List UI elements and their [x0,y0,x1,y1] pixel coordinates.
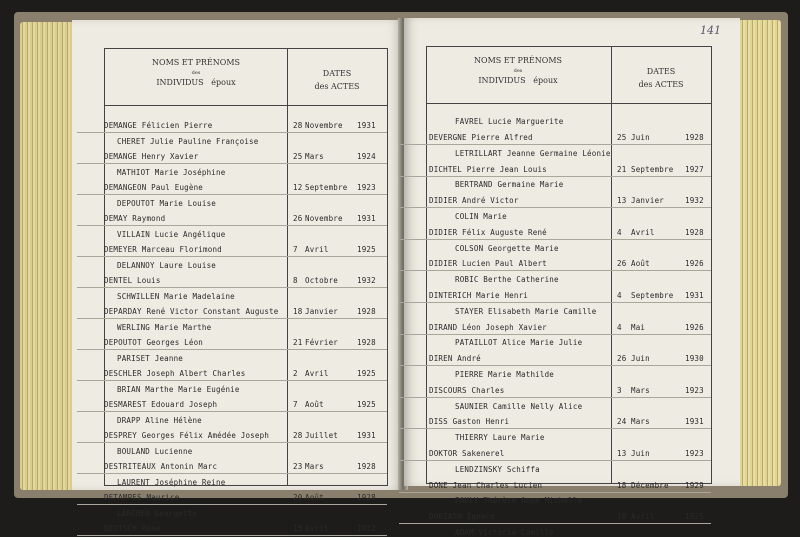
individual-name: DIDIER Lucien Paul Albert [429,259,547,269]
date-month: Juin [631,449,650,458]
date-day: 7 [293,400,298,409]
spouse-name: COLSON Georgette Marie [455,243,559,253]
date-day: 21 [293,338,303,347]
date-day: 4 [617,227,622,237]
individual-name: DEMAY Raymond [104,214,166,223]
spouse-name: CHERET Julie Pauline Françoise [117,136,259,146]
date-month: Janvier [305,307,339,316]
entry-rule [399,397,711,398]
individual-name: DISCOURS Charles [429,385,505,395]
date-month: Octobre [305,276,339,285]
individual-name: DESTRITEAUX Antonin Marc [104,462,218,471]
date-year: 1925 [357,400,376,409]
entry-rule [77,411,387,412]
entry-rule [77,473,387,474]
date-year: 1930 [685,354,704,364]
date-day: 12 [293,183,303,192]
date-day: 26 [617,259,627,269]
entry-rule [399,492,711,493]
date-month: Avril [631,227,655,237]
date-year: 1923 [685,385,704,395]
individual-name: DISS Gaston Henri [429,417,510,427]
date-day: 18 [617,480,627,490]
date-month: Août [631,259,650,269]
individual-name: DEMANGE Henry Xavier [104,152,199,161]
date-month: Mars [631,385,650,395]
page-edges-right [735,20,781,486]
date-day: 18 [293,307,303,316]
date-year: 1928 [685,227,704,237]
spouse-name: ROBIC Berthe Catherine [455,275,559,285]
spouse-name: SCHWILLEN Marie Madelaine [117,291,235,301]
spouse-name: BOULAND Lucienne [117,446,193,456]
spouse-name: DEPOUTOT Marie Louise [117,198,217,208]
spouse-name: SAUNIER Camille Nelly Alice [455,401,583,411]
date-year: 1925 [357,245,376,254]
entry-rule [77,194,387,195]
entry-rule [77,163,387,164]
spouse-name: PATAILLOT Alice Marie Julie [455,338,583,348]
dates-title: DATES [322,69,352,78]
spouse-name: LETRILLART Jeanne Germaine Léonie [455,148,611,158]
header-divider [105,105,387,106]
date-month: Août [305,400,324,409]
entry-rule [399,144,711,145]
date-year: 1926 [685,259,704,269]
spouse-name: LENDZINSKY Schiffa [455,464,540,474]
date-month: Août [305,493,324,502]
spouse-name: COLIN Marie [455,212,507,221]
entry-rule [77,256,387,257]
date-day: 28 [293,431,303,440]
date-month: Décembre [631,480,669,490]
date-month: Mars [631,417,650,427]
entry-rule [77,504,387,505]
spouse-name: DRAPP Aline Hélène [117,415,202,425]
date-month: Janvier [631,196,665,206]
individual-name: DICHTEL Pierre Jean Louis [429,164,547,174]
date-year: 1932 [685,196,704,206]
date-day: 23 [293,462,303,471]
date-day: 26 [293,214,303,223]
date-year: 1928 [357,307,376,316]
names-epoux: époux [533,76,558,85]
date-year: 1931 [357,431,376,440]
entry-rule [399,207,711,208]
date-year: 1929 [685,480,704,490]
date-year: 1928 [357,462,376,471]
date-year: 1928 [357,493,376,502]
date-year: 1931 [685,291,704,300]
entry-rule [399,270,711,271]
spouse-name: PIERRE Marie Mathilde [455,370,555,379]
spouse-name: PAULY Thérèse Anne Michelle [455,496,583,506]
date-day: 26 [617,354,627,364]
date-day: 4 [617,291,622,300]
spouse-name: LAURENT Joséphine Reine [117,477,226,487]
date-day: 2 [293,369,298,378]
dates-sub: des ACTES [638,80,684,89]
date-month: Avril [305,245,329,254]
names-individus: INDIVIDUS [478,76,526,85]
date-day: 13 [617,449,627,458]
spouse-name: FAVREL Lucie Marguerite [455,117,564,127]
spouse-name: DELANNOY Laure Louise [117,260,217,270]
entry-rule [77,132,387,133]
date-year: 1932 [357,524,376,533]
date-month: Novembre [305,214,343,223]
left-page [72,20,402,533]
entry-rule [77,535,387,536]
date-month: Juin [631,354,650,364]
page-edges-left [20,22,75,490]
individual-name: DESMAREST Edouard Joseph [104,400,218,409]
date-year: 1923 [357,183,376,192]
names-column-header [427,55,609,87]
date-month: Mai [631,322,646,332]
date-day: 25 [617,133,627,142]
date-year: 1926 [685,322,704,332]
date-day: 3 [617,385,622,395]
date-year: 1925 [357,369,376,378]
individual-name: DETAMPES Maurice [104,493,180,502]
entry-rule [399,302,711,303]
spouse-name: MATHIOT Marie Joséphine [117,167,226,177]
dates-sub: des ACTES [314,82,360,91]
date-year: 1931 [357,214,376,223]
date-year: 1924 [357,152,376,161]
entry-rule [77,318,387,319]
date-day: 15 [293,524,303,533]
entry-rule [399,334,711,335]
individual-name: DEPARDAY René Victor Constant Auguste [104,307,279,316]
date-day: 8 [293,276,298,285]
date-month: Avril [631,512,655,522]
entry-rule [77,225,387,226]
spouse-name: ADAM Victoria Camille [455,528,555,537]
date-day: 21 [617,164,627,174]
dates-column-header [611,65,711,91]
individual-name: DEMANGE Félicien Pierre [104,121,213,130]
page-number: 141 [700,24,721,37]
individual-name: DESPREY Georges Félix Amédée Joseph [104,431,270,440]
names-des: des [191,70,201,76]
entry-rule [399,239,711,240]
date-year: 1928 [685,133,704,142]
header-divider [427,103,711,104]
spouse-name: BERTRAND Germaine Marie [455,180,564,190]
individual-name: DENTEL Louis [104,276,161,285]
date-month: Juillet [305,431,339,440]
date-day: 4 [617,322,622,332]
date-year: 1925 [685,512,704,522]
individual-name: DEUTSCH René [104,524,161,533]
date-month: Septembre [305,183,348,192]
entry-rule [399,365,711,366]
date-day: 24 [617,417,627,427]
date-month: Février [305,338,339,347]
individual-name: DIDIER Félix Auguste René [429,227,547,237]
spouse-name: BRIAN Marthe Marie Eugénie [117,384,240,394]
register-table-right [426,46,712,537]
names-epoux: époux [211,78,236,87]
individual-name: DEVERGNE Pierre Alfred [429,133,533,142]
individual-name: DINTERICH Marie Henri [429,291,529,300]
date-month: Septembre [631,164,674,174]
individual-name: DEMANGEON Paul Eugène [104,183,204,192]
entry-rule [399,428,711,429]
individual-name: DIDIER André Victor [429,196,519,206]
date-day: 28 [293,121,303,130]
date-year: 1932 [357,276,376,285]
column-separator [287,49,288,485]
date-month: Mars [305,152,324,161]
names-title: NOMS ET PRÉNOMS [474,56,562,65]
entry-rule [399,460,711,461]
spouse-name: PARISET Jeanne [117,353,184,363]
individual-name: DESCHLER Joseph Albert Charles [104,369,246,378]
date-year: 1931 [357,121,376,130]
date-month: Septembre [631,291,674,300]
spouse-name: STAYER Elisabeth Marie Camille [455,306,597,316]
individual-name: DONE Jean Charles Lucien [429,480,543,490]
individual-name: DIRAND Léon Joseph Xavier [429,322,547,332]
individual-name: DIREN André [429,354,481,364]
entry-rule [77,380,387,381]
spouse-name: LARCHER Georgette [117,508,198,518]
column-separator [611,47,612,483]
entry-rule [77,442,387,443]
spouse-name: WERLING Marie Marthe [117,322,212,332]
date-month: Mars [305,462,324,471]
dates-title: DATES [646,67,676,76]
entry-rule [77,287,387,288]
date-year: 1928 [357,338,376,347]
date-day: 10 [617,512,627,522]
date-day: 7 [293,245,298,254]
names-column-header [105,57,287,89]
entry-rule [399,523,711,524]
date-month: Avril [305,524,329,533]
spouse-name: THIERRY Laure Marie [455,433,545,443]
date-day: 25 [293,152,303,161]
date-year: 1923 [685,449,704,458]
entry-rule [399,176,711,177]
names-individus: INDIVIDUS [156,78,204,87]
names-title: NOMS ET PRÉNOMS [152,58,240,67]
date-month: Juin [631,133,650,142]
date-year: 1931 [685,417,704,427]
date-month: Avril [305,369,329,378]
dates-column-header [287,67,387,93]
date-day: 13 [617,196,627,206]
individual-name: DORIATH Ignace [429,512,496,522]
individual-name: DOKTOR Sakenerel [429,449,505,458]
spouse-name: VILLAIN Lucie Angélique [117,229,226,239]
names-des: des [513,68,523,74]
individual-name: DEMEYER Marceau Florimond [104,245,222,254]
date-day: 20 [293,493,303,502]
individual-name: DEPOUTOT Georges Léon [104,338,204,347]
right-page [404,18,740,537]
date-month: Novembre [305,121,343,130]
date-year: 1927 [685,164,704,174]
register-table-left [104,48,388,533]
entry-rule [77,349,387,350]
